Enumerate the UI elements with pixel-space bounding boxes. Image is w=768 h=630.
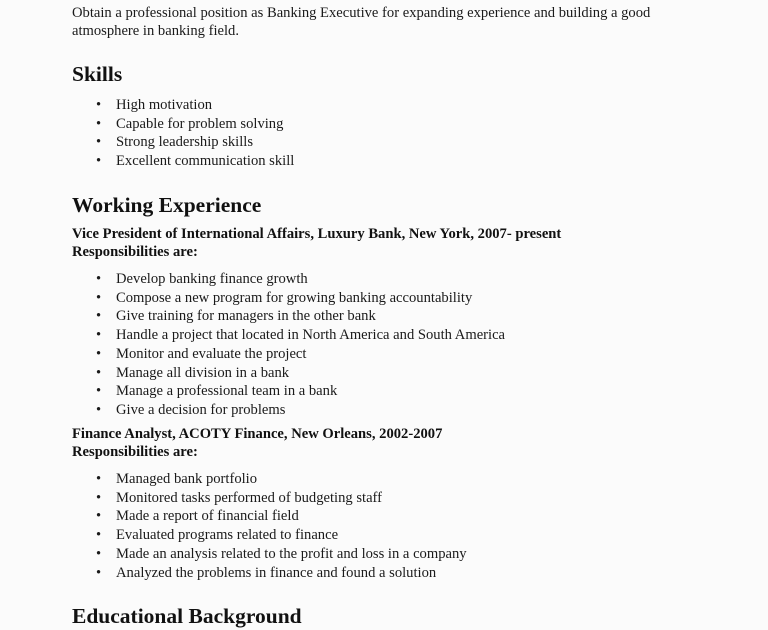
list-item <box>96 115 294 134</box>
list-item <box>96 382 505 401</box>
list-item <box>96 401 505 420</box>
list-item-text: Managed bank portfolio <box>116 471 258 487</box>
bullet-icon: • <box>96 527 102 544</box>
list-item-text: Manage a professional team in a bank <box>116 383 338 400</box>
objective-text: Obtain a professional position as Banking Executive for expanding experience and building a good atmosphere in banking field. <box>72 5 651 39</box>
educational-background-heading: Educational Background <box>72 604 302 628</box>
list-item <box>96 152 294 171</box>
list-item-text: Monitored tasks performed of budgeting staff <box>116 489 383 506</box>
bullet-icon: • <box>96 364 102 381</box>
bullet-icon: • <box>96 471 102 487</box>
job-title: Finance Analyst, ACOTY Finance, New Orleans, 2002-2007 <box>72 426 443 442</box>
list-item-text: Give a decision for problems <box>116 401 286 418</box>
bullet-icon: • <box>96 271 102 287</box>
job-responsibilities-list <box>96 270 505 420</box>
list-item-text: Give training for managers in the other bank <box>116 308 376 325</box>
list-item-text: Made a report of financial field <box>116 508 299 525</box>
list-item-text: Handle a project that located in North America and South America <box>116 327 506 344</box>
list-item <box>96 270 505 289</box>
bullet-icon: • <box>96 508 102 525</box>
bullet-icon: • <box>96 345 102 362</box>
list-item <box>96 526 467 545</box>
responsibilities-label: Responsibilities are: <box>72 444 198 460</box>
list-item-text: Develop banking finance growth <box>116 271 308 287</box>
list-item <box>96 345 505 364</box>
list-item <box>96 133 294 152</box>
bullet-icon: • <box>96 401 102 418</box>
list-item-text: Evaluated programs related to finance <box>116 527 339 544</box>
list-item <box>96 507 467 526</box>
bullet-icon: • <box>96 153 102 170</box>
bullet-icon: • <box>96 383 102 400</box>
bullet-icon: • <box>96 545 102 562</box>
list-item <box>96 364 505 383</box>
list-item-text: Analyzed the problems in finance and found a solution <box>116 564 437 581</box>
list-item-text: Compose a new program for growing banking accountability <box>116 289 473 306</box>
list-item <box>96 289 505 308</box>
list-item <box>96 307 505 326</box>
working-experience-heading: Working Experience <box>72 193 262 217</box>
bullet-icon: • <box>96 564 102 581</box>
job-title: Vice President of International Affairs, Luxury Bank, New York, 2007- present <box>72 226 562 242</box>
responsibilities-label: Responsibilities are: <box>72 244 198 260</box>
list-item-text: Manage all division in a bank <box>116 364 290 381</box>
list-item <box>96 470 467 489</box>
job-responsibilities-list <box>96 470 467 582</box>
list-item-text: Capable for problem solving <box>116 115 284 132</box>
skills-list <box>96 96 294 171</box>
list-item <box>96 489 467 508</box>
skills-heading: Skills <box>72 62 123 86</box>
list-item <box>96 564 467 583</box>
bullet-icon: • <box>96 115 102 132</box>
list-item <box>96 326 505 345</box>
list-item-text: Excellent communication skill <box>116 153 295 170</box>
bullet-icon: • <box>96 97 102 113</box>
list-item-text: Strong leadership skills <box>116 134 254 151</box>
list-item-text: High motivation <box>116 97 213 113</box>
bullet-icon: • <box>96 134 102 151</box>
list-item-text: Made an analysis related to the profit and loss in a company <box>116 545 467 562</box>
bullet-icon: • <box>96 308 102 325</box>
bullet-icon: • <box>96 327 102 344</box>
bullet-icon: • <box>96 489 102 506</box>
list-item-text: Monitor and evaluate the project <box>116 345 307 362</box>
list-item <box>96 545 467 564</box>
bullet-icon: • <box>96 289 102 306</box>
list-item <box>96 96 294 115</box>
